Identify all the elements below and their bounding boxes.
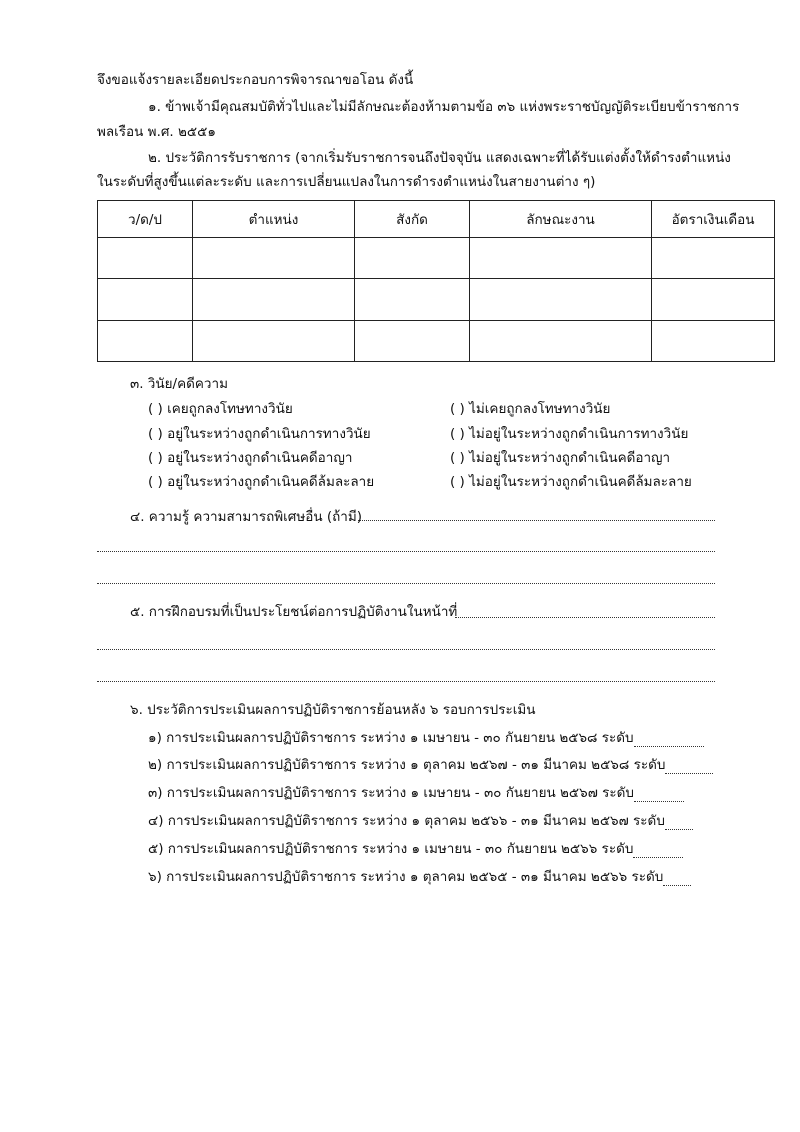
item4-fill-line[interactable]	[97, 583, 715, 584]
header-position: ตำแหน่ง	[193, 201, 355, 238]
evaluation-period: ๔) การประเมินผลการปฏิบัติราชการ ระหว่าง ๑ ตุลาคม ๒๕๖๖ - ๓๑ มีนาคม ๒๕๖๗ ระดับ	[148, 813, 665, 829]
item4-fill-line[interactable]	[358, 520, 715, 521]
evaluation-row	[148, 840, 683, 858]
table-cell[interactable]	[355, 238, 470, 279]
option-not-under-discipline[interactable]: ( ) ไม่อยู่ในระหว่างถูกดำเนินการทางวินัย	[450, 426, 689, 442]
evaluation-level-field[interactable]	[634, 732, 704, 747]
item4-fill-line[interactable]	[97, 551, 715, 552]
evaluation-period: ๒) การประเมินผลการปฏิบัติราชการ ระหว่าง ๑ ตุลาคม ๒๕๖๗ - ๓๑ มีนาคม ๒๕๖๘ ระดับ	[148, 757, 666, 773]
evaluation-period: ๑) การประเมินผลการปฏิบัติราชการ ระหว่าง ๑ เมษายน - ๓๐ กันยายน ๒๕๖๘ ระดับ	[148, 730, 634, 746]
option-no-criminal-case[interactable]: ( ) ไม่อยู่ในระหว่างถูกดำเนินคดีอาญา	[450, 450, 671, 466]
option-not-disciplined[interactable]: ( ) ไม่เคยถูกลงโทษทางวินัย	[450, 401, 611, 417]
evaluation-level-field[interactable]	[665, 815, 693, 830]
table-row	[98, 238, 775, 279]
evaluation-row	[148, 729, 704, 747]
table-cell[interactable]	[98, 279, 193, 320]
evaluation-level-field[interactable]	[663, 871, 691, 886]
table-cell[interactable]	[98, 320, 193, 361]
evaluation-row	[148, 812, 693, 830]
evaluation-period: ๖) การประเมินผลการปฏิบัติราชการ ระหว่าง ๑ ตุลาคม ๒๕๖๕ - ๓๑ มีนาคม ๒๕๖๖ ระดับ	[148, 869, 664, 885]
table-row	[98, 320, 775, 361]
table-cell[interactable]	[470, 279, 652, 320]
intro-text: จึงขอแจ้งรายละเอียดประกอบการพิจารณาขอโอน ดังนี้	[97, 72, 414, 88]
table-cell[interactable]	[470, 320, 652, 361]
table-cell[interactable]	[652, 238, 775, 279]
table-cell[interactable]	[652, 320, 775, 361]
option-disciplined[interactable]: ( ) เคยถูกลงโทษทางวินัย	[148, 401, 293, 417]
evaluation-row	[148, 868, 691, 886]
item1-line2: พลเรือน พ.ศ. ๒๕๕๑	[97, 124, 216, 140]
option-under-discipline[interactable]: ( ) อยู่ในระหว่างถูกดำเนินการทางวินัย	[148, 426, 371, 442]
item5-fill-line[interactable]	[97, 649, 715, 650]
item5-fill-line[interactable]	[455, 617, 715, 618]
evaluation-period: ๕) การประเมินผลการปฏิบัติราชการ ระหว่าง ๑ เมษายน - ๓๐ กันยายน ๒๕๖๖ ระดับ	[148, 841, 634, 857]
item4-label: ๔. ความรู้ ความสามารถพิเศษอื่น (ถ้ามี)	[130, 509, 363, 525]
item6-title: ๖. ประวัติการประเมินผลการปฏิบัติราชการย้อนหลัง ๖ รอบการประเมิน	[130, 702, 536, 718]
item2-line1: ๒. ประวัติการรับราชการ (จากเริ่มรับราชการจนถึงปัจจุบัน แสดงเฉพาะที่ได้รับแต่งตั้งให้ดำรงตำแหน่ง	[148, 150, 731, 166]
evaluation-level-field[interactable]	[665, 759, 713, 774]
item3-title: ๓. วินัย/คดีความ	[130, 376, 228, 392]
table-header-row	[98, 201, 775, 238]
table-cell[interactable]	[193, 320, 355, 361]
evaluation-level-field[interactable]	[634, 787, 684, 802]
item5-fill-line[interactable]	[97, 681, 715, 682]
table-row	[98, 279, 775, 320]
service-history-table	[97, 200, 775, 362]
table-cell[interactable]	[652, 279, 775, 320]
header-salary: อัตราเงินเดือน	[652, 201, 775, 238]
table-cell[interactable]	[355, 279, 470, 320]
option-no-bankruptcy-case[interactable]: ( ) ไม่อยู่ในระหว่างถูกดำเนินคดีล้มละลาย	[450, 474, 692, 490]
item1-line1: ๑. ข้าพเจ้ามีคุณสมบัติทั่วไปและไม่มีลักษณะต้องห้ามตามข้อ ๓๖ แห่งพระราชบัญญัติระเบียบข้าราชการ	[148, 99, 740, 115]
table-cell[interactable]	[470, 238, 652, 279]
header-job-description: ลักษณะงาน	[470, 201, 652, 238]
header-date: ว/ด/ป	[98, 201, 193, 238]
header-department: สังกัด	[355, 201, 470, 238]
option-criminal-case[interactable]: ( ) อยู่ในระหว่างถูกดำเนินคดีอาญา	[148, 450, 353, 466]
table-cell[interactable]	[355, 320, 470, 361]
item2-line2: ในระดับที่สูงขึ้นแต่ละระดับ และการเปลี่ยนแปลงในการดำรงตำแหน่งในสายงานต่าง ๆ)	[97, 174, 596, 190]
table-cell[interactable]	[98, 238, 193, 279]
evaluation-row	[148, 784, 684, 802]
evaluation-row	[148, 756, 713, 774]
evaluation-level-field[interactable]	[633, 843, 683, 858]
evaluation-period: ๓) การประเมินผลการปฏิบัติราชการ ระหว่าง ๑ เมษายน - ๓๐ กันยายน ๒๕๖๗ ระดับ	[148, 785, 634, 801]
option-bankruptcy-case[interactable]: ( ) อยู่ในระหว่างถูกดำเนินคดีล้มละลาย	[148, 474, 375, 490]
table-cell[interactable]	[193, 279, 355, 320]
item5-label: ๕. การฝึกอบรมที่เป็นประโยชน์ต่อการปฏิบัติงานในหน้าที่	[130, 604, 458, 620]
table-cell[interactable]	[193, 238, 355, 279]
